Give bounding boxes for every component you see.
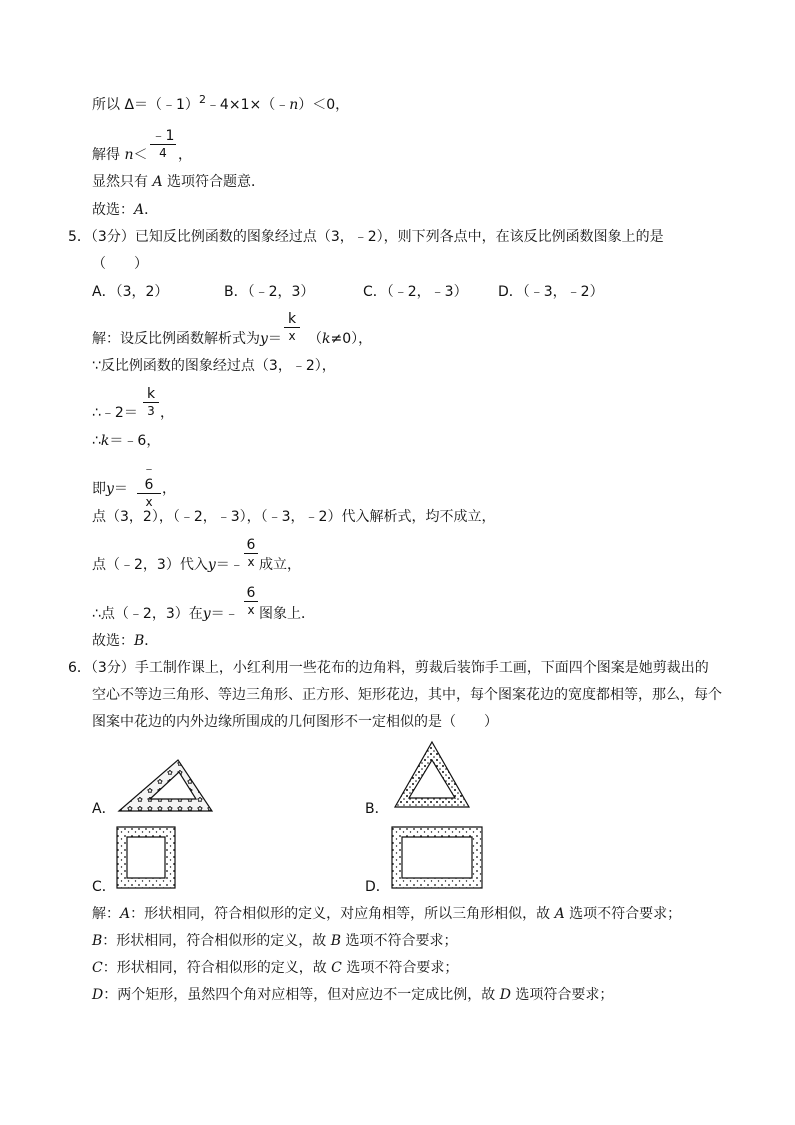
q5-option-d: D．（﹣3，﹣2） (498, 284, 604, 300)
q5-sol-line5 (92, 480, 128, 498)
text: 解： (92, 906, 120, 922)
fraction-denominator: 4 (159, 146, 167, 160)
fraction-denominator: 3 (147, 404, 155, 418)
rectangle-frame (391, 826, 483, 889)
fraction-k-over-3 (143, 386, 159, 419)
q5-stem-blank: （ ） (92, 256, 148, 272)
q6-sol-c (92, 959, 458, 977)
q5-sol-line4 (92, 432, 160, 450)
text: ∴ (92, 433, 101, 449)
fraction-denominator: x (247, 555, 255, 569)
scalene-triangle-frame (116, 758, 214, 814)
text: ， (160, 405, 174, 421)
answer-label: 故选： (92, 633, 134, 649)
q5-sol-line2: ∵反比例函数的图象经过点（3，﹣2）， (92, 358, 336, 374)
delta-text-mid: ﹣4×1×（﹣ (205, 97, 290, 113)
less-than: ＜ (133, 147, 148, 163)
delta-exponent: 2 (198, 93, 206, 106)
text: 解：设反比例函数解析式为 (92, 331, 260, 347)
fraction-denominator: x (288, 329, 296, 343)
var-d: D (92, 987, 104, 1003)
text: 选项符合题意． (162, 174, 266, 190)
var-y: y (207, 557, 216, 573)
text: ＝﹣6， (109, 433, 161, 449)
q6-option-d-label: D． (365, 879, 390, 895)
q5-sol-line1 (92, 330, 282, 348)
q5-sol-line1-cond (308, 330, 372, 348)
solve-prefix: 解得 (92, 147, 125, 163)
delta-line (92, 93, 350, 115)
text: ：两个矩形，虽然四个角对应相等，但对应边不一定成比例，故 (103, 987, 500, 1003)
equals: ＝﹣ (210, 606, 239, 622)
var-b: B (330, 933, 342, 949)
fraction-6-over-x (244, 537, 258, 570)
q6-stem-line2: 空心不等边三角形、等边三角形、正方形、矩形花边，其中，每个图案花边的宽度都相等，那么，每个 (92, 687, 722, 703)
solve-n-line (92, 146, 147, 164)
solve-suffix: ， (178, 147, 192, 163)
text: 选项不符合要求； (564, 906, 682, 922)
fraction-k-over-x (284, 311, 300, 344)
q5-sol-line3: ∴﹣2＝ (92, 405, 138, 421)
answer-a-line (92, 201, 158, 219)
fraction-6-over-x (244, 585, 258, 618)
var-b: B (92, 933, 103, 949)
q5-option-a: A．（3，2） (92, 284, 169, 300)
fraction-one-quarter (150, 128, 176, 161)
q5-sol-line8 (92, 605, 239, 623)
text: 选项不符合要求； (341, 933, 458, 949)
text: ：形状相同，符合相似形的定义，故 (102, 960, 332, 976)
var-c: C (331, 960, 342, 976)
answer-value: A (134, 202, 145, 218)
var-k: k (322, 331, 331, 347)
text: 选项符合要求； (510, 987, 614, 1003)
var-n: n (124, 147, 134, 163)
fraction-neg6-over-x (137, 461, 161, 510)
text: ：形状相同，符合相似形的定义，故 (102, 933, 331, 949)
text: 点（﹣2，3）代入 (92, 557, 208, 573)
var-a: A (152, 174, 163, 190)
text: （ (308, 331, 322, 347)
var-d: D (499, 987, 511, 1003)
var-k: k (100, 433, 110, 449)
q5-option-b: B．（﹣2，3） (224, 284, 315, 300)
var-c: C (92, 960, 103, 976)
text: ． (144, 633, 159, 649)
q6-stem-line1: 6．（3分）手工制作课上，小红利用一些花布的边角料，剪裁后装饰手工画，下面四个图案是她剪裁出的 (68, 660, 709, 676)
q6-sol-a (92, 905, 681, 923)
q5-answer-line (92, 632, 158, 650)
fraction-numerator: 6 (246, 537, 256, 553)
q5-sol-line7 (92, 556, 244, 574)
text: 即 (92, 481, 106, 497)
text: ． (144, 202, 159, 218)
var-y: y (260, 331, 268, 347)
delta-text-end: ）＜0， (298, 97, 350, 113)
text: ：形状相同，符合相似形的定义，对应角相等，所以三角形相似，故 (130, 906, 555, 922)
fraction-denominator: x (247, 603, 255, 617)
fraction-denominator: x (145, 495, 153, 509)
q6-option-a-label: A． (92, 801, 116, 817)
delta-text: 所以 Δ＝（﹣1） (92, 97, 199, 113)
q5-option-c: C．（﹣2，﹣3） (363, 284, 468, 300)
answer-label: 故选： (92, 202, 134, 218)
fraction-numerator: k (287, 311, 297, 327)
var-a: A (554, 906, 565, 922)
var-y: y (202, 606, 211, 622)
var-a: A (120, 906, 131, 922)
text: 选项不符合要求； (341, 960, 459, 976)
square-frame (116, 826, 176, 889)
fraction-numerator: k (146, 386, 156, 402)
only-a-line (92, 173, 265, 191)
text: ≠0）， (330, 331, 373, 347)
q5-stem: 5．（3分）已知反比例函数的图象经过点（3，﹣2），则下列各点中，在该反比例函数图象上的是 (68, 229, 664, 245)
text: ∴点（﹣2，3）在 (92, 606, 203, 622)
var-y: y (106, 481, 114, 497)
q6-sol-d (92, 986, 613, 1004)
q6-option-c-label: C． (92, 879, 116, 895)
text: 图象上． (259, 606, 315, 622)
q6-stem-line3: 图案中花边的内外边缘所围成的几何图形不一定相似的是（ ） (92, 714, 498, 730)
fraction-numerator: 6 (246, 585, 256, 601)
fraction-numerator: ﹣1 (151, 128, 175, 144)
equals: ＝﹣ (215, 557, 244, 573)
q6-option-b-label: B． (365, 801, 389, 817)
q5-sol-line6: 点（3，2），（﹣2，﹣3），（﹣3，﹣2）代入解析式，均不成立， (92, 509, 496, 525)
equilateral-triangle-frame (393, 740, 471, 810)
text: ， (162, 481, 176, 497)
equals: ＝ (267, 331, 282, 347)
text: 成立， (259, 557, 301, 573)
equals: ＝ (113, 481, 128, 497)
text: 显然只有 (92, 174, 153, 190)
var-n: n (289, 97, 299, 113)
fraction-numerator: ﹣6 (142, 461, 156, 493)
answer-value: B (134, 633, 145, 649)
q6-sol-b (92, 932, 458, 950)
